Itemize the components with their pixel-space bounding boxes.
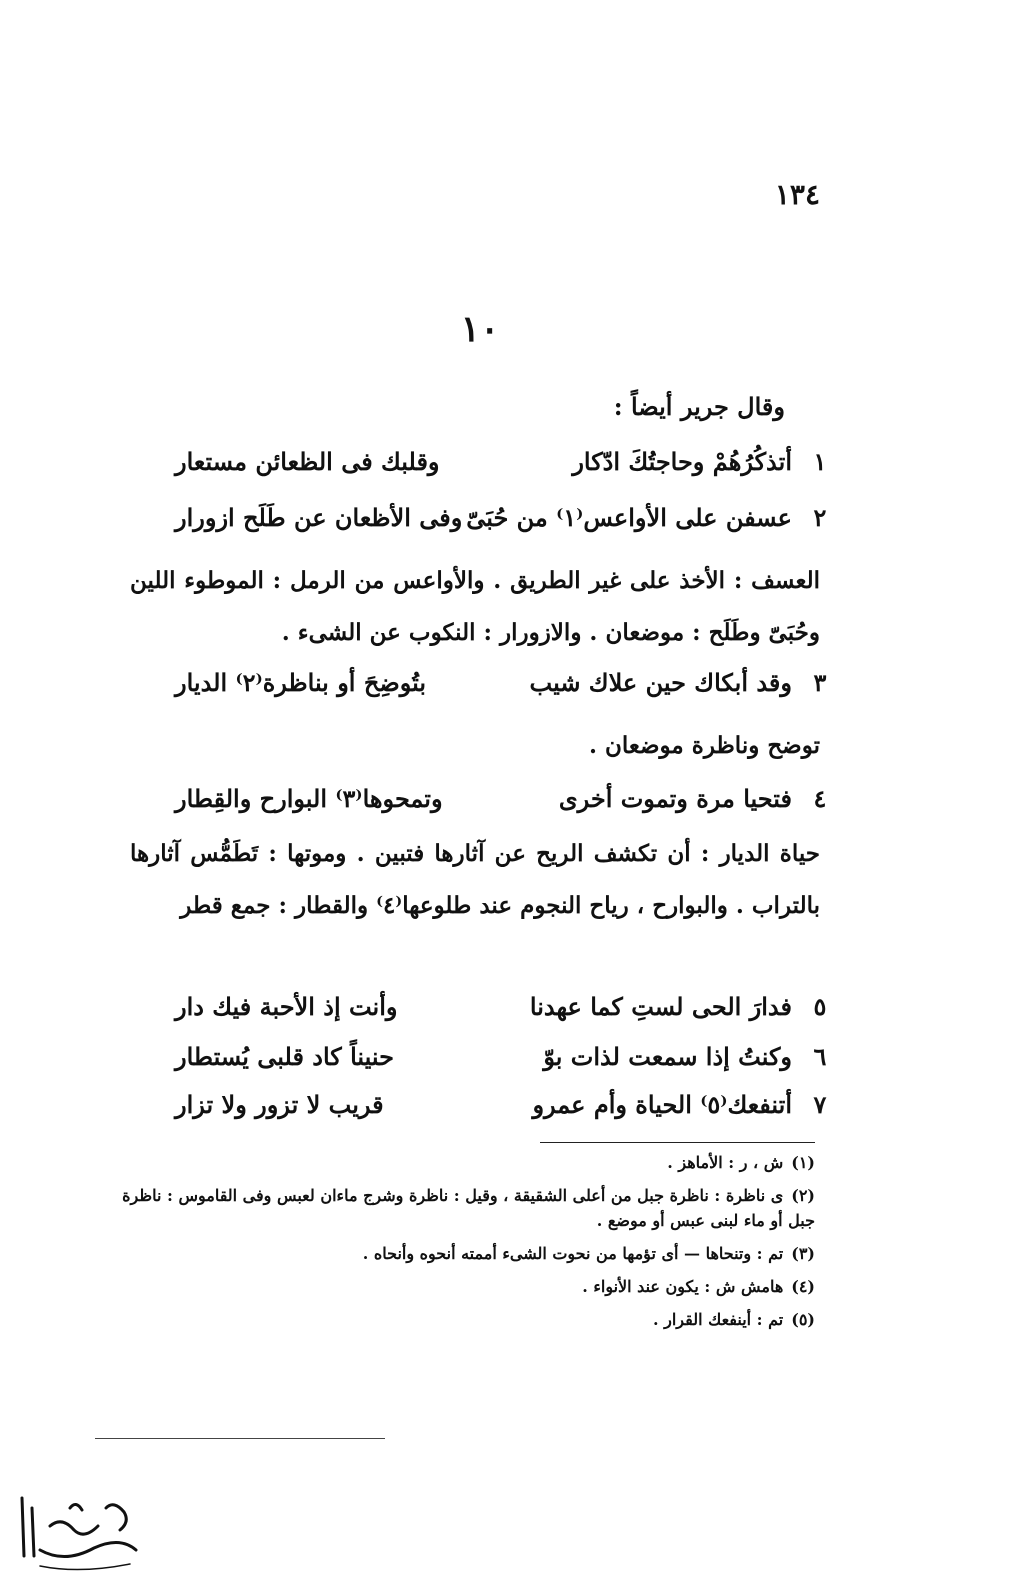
- verse-second-hemistich: بتُوضِحَ أو بناظرة⁽٢⁾ الديار: [175, 668, 427, 697]
- verse-5: [175, 992, 830, 1036]
- verse-number: ٤: [813, 784, 827, 813]
- verse-first-hemistich: وكنتُ إذا سمعت لذات بوّ: [543, 1042, 792, 1071]
- verse-first-hemistich: أتذكُرُهُمْ وحاجتُكَ ادّكار: [572, 447, 792, 476]
- verse-number: ٣: [813, 668, 827, 697]
- verse-2: [175, 503, 830, 547]
- verse-first-hemistich: فدارَ الحى لستِ كما عهدنا: [529, 992, 792, 1021]
- gloss-verse-3: توضح وناظرة موضعان .: [589, 732, 820, 759]
- footnote-2: [100, 1183, 815, 1233]
- verse-3: [175, 668, 830, 712]
- verse-first-hemistich: عسفن على الأواعس⁽١⁾ من حُبَىّ: [466, 503, 792, 532]
- verse-first-hemistich: أتنفعك⁽٥⁾ الحياة وأم عمرو: [532, 1090, 792, 1119]
- page-number: ١٣٤: [774, 178, 820, 211]
- footnote-divider: [540, 1142, 815, 1143]
- verse-second-hemistich: وفى الأظعان عن طَلَح ازورار: [175, 503, 463, 532]
- footnote-1: [100, 1150, 815, 1175]
- verse-6: [175, 1042, 830, 1086]
- footnote-4: [100, 1274, 815, 1299]
- bottom-divider: [95, 1438, 385, 1439]
- verse-second-hemistich: حنيناً كاد قلبى يُستطار: [175, 1042, 394, 1071]
- verse-second-hemistich: وتمحوها⁽٣⁾ البوارح والقِطار: [175, 784, 443, 813]
- footnote-label: (١): [791, 1153, 815, 1172]
- footnote-text: ش ، ر : الأماهز .: [667, 1153, 784, 1172]
- verse-4: [175, 784, 830, 828]
- verse-number: ٢: [813, 503, 827, 532]
- gloss-verse-2: العسف : الأخذ على غير الطريق . والأواعس من الرمل : الموطوء اللين وحُبَىّ وطَلَح : موضعان . والازورار : النكوب عن الشىء .: [130, 567, 820, 646]
- gloss-verse-4: حياة الديار : أن تكشف الريح عن آثارها فتبين . وموتها : تَطَمُّس آثارها بالتراب . والبوارح ، رياح النجوم عند طلوعها⁽٤⁾ والقطار : جمع قطر: [130, 840, 820, 919]
- footnote-text: هامش ش : يكون عند الأنواء .: [582, 1277, 784, 1296]
- footnote-label: (٤): [791, 1277, 815, 1296]
- footnote-text: تم : أينفعك القرار .: [652, 1310, 784, 1329]
- verse-number: ٥: [813, 992, 827, 1021]
- verse-first-hemistich: فتحيا مرة وتموت أخرى: [558, 784, 792, 813]
- verse-second-hemistich: وقلبك فى الظعائن مستعار: [175, 447, 440, 476]
- footnote-text: ى ناظرة : ناظرة جبل من أعلى الشقيقة ، وقيل : ناظرة وشرج ماءان لعبس وفى القاموس : ناظرة جبل أو ماء لبنى عبس أو موضع .: [122, 1186, 815, 1230]
- footnote-label: (٣): [791, 1244, 815, 1263]
- verse-second-hemistich: وأنت إذ الأحبة فيك دار: [175, 992, 398, 1021]
- calligraphy-logo: [10, 1478, 150, 1578]
- verse-1: [175, 447, 830, 491]
- footnote-5: [100, 1307, 815, 1332]
- poem-intro: وقال جرير أيضاً :: [613, 392, 785, 421]
- footnote-label: (٢): [791, 1186, 815, 1205]
- verse-first-hemistich: وقد أبكاك حين علاك شيب: [529, 668, 792, 697]
- verse-7: [175, 1090, 830, 1134]
- verse-number: ١: [813, 447, 827, 476]
- footnote-text: تم : وتنحاها — أى تؤمها من نحوت الشىء أممته أنحوه وأنحاه .: [362, 1244, 784, 1263]
- verse-number: ٦: [813, 1042, 827, 1071]
- footnote-label: (٥): [791, 1310, 815, 1329]
- verse-second-hemistich: قريب لا تزور ولا تزار: [175, 1090, 384, 1119]
- footnotes: [100, 1150, 815, 1340]
- poem-number: ١٠: [460, 308, 500, 350]
- verse-number: ٧: [813, 1090, 827, 1119]
- footnote-3: [100, 1241, 815, 1266]
